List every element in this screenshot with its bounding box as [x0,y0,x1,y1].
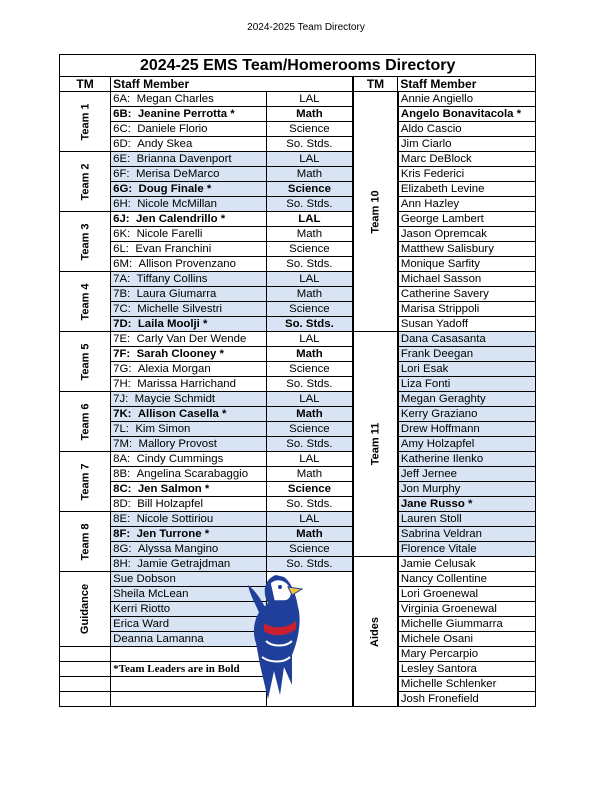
staff-name-cell: Angelo Bonavitacola * [398,107,536,122]
staff-name-cell: Florence Vitale [398,542,536,557]
staff-name: Brianna Davenport [136,153,232,165]
team-label-cell [353,557,398,707]
staff-name-cell: Susan Yadoff [398,317,536,332]
subject-cell: So. Stds. [267,497,353,512]
team-label-cell [60,512,111,572]
guidance-name: Kerri Riotto [111,602,267,617]
homeroom-code: 6B: [113,108,132,120]
homeroom-code: 7J: [113,393,129,405]
staff-name: Bill Holzapfel [137,498,204,510]
homeroom-code: 7D: [113,318,132,330]
team-label: Team 5 [79,342,92,381]
staff-member-cell [111,92,267,107]
staff-name-cell: Frank Deegan [398,347,536,362]
team-label: Team 7 [79,462,92,501]
team-label-cell [60,452,111,512]
staff-name: Nicole Farelli [136,228,203,240]
staff-member-cell [111,272,267,287]
staff-name-cell: Nancy Collentine [398,572,536,587]
homeroom-code: 8H: [113,558,131,570]
staff-name-cell: Lauren Stoll [398,512,536,527]
eagle-mascot-icon [246,571,316,701]
staff-name: Megan Charles [136,93,214,105]
staff-name: Nicole Sottiriou [136,513,214,525]
team-label-cell [60,272,111,332]
homeroom-code: 7M: [113,438,133,450]
subject-cell: LAL [267,392,353,407]
staff-name: Merisa DeMarco [135,168,220,180]
subject-cell: Math [267,227,353,242]
homeroom-code: 6D: [113,138,131,150]
subject-cell: Science [267,242,353,257]
staff-name-cell: Kris Federici [398,167,536,182]
subject-cell: So. Stds. [267,137,353,152]
staff-member-cell [111,257,267,272]
homeroom-code: 8E: [113,513,131,525]
staff-name: Doug Finale * [138,183,212,195]
staff-name-cell: Annie Angiello [398,92,536,107]
staff-name: Laila Moolji * [137,318,208,330]
empty-cell [111,647,267,662]
staff-member-cell [111,452,267,467]
staff-name: Jen Salmon * [137,483,210,495]
subject-cell: Science [267,362,353,377]
staff-name: Andy Skea [137,138,193,150]
homeroom-code: 6L: [113,243,129,255]
staff-name-cell: Katherine Ilenko [398,452,536,467]
subject-cell: So. Stds. [267,437,353,452]
team-label-cell [60,152,111,212]
staff-name-cell: Jim Ciarlo [398,137,536,152]
subject-cell: Science [267,482,353,497]
staff-member-header: Staff Member [111,77,353,92]
staff-name: Daniele Florio [137,123,208,135]
staff-member-cell [111,302,267,317]
subject-cell: Math [267,527,353,542]
staff-name-cell: Mary Percarpio [398,647,536,662]
staff-member-header: Staff Member [398,77,536,92]
staff-member-cell [111,482,267,497]
staff-name-cell: Jeff Jernee [398,467,536,482]
homeroom-code: 7H: [113,378,131,390]
empty-cell [111,677,267,692]
subject-cell: Math [267,467,353,482]
staff-name-cell: Megan Geraghty [398,392,536,407]
team-label-cell [60,392,111,452]
homeroom-code: 6M: [113,258,133,270]
subject-cell: Science [267,422,353,437]
empty-cell [60,692,111,707]
homeroom-code: 7L: [113,423,129,435]
subject-cell: Science [267,182,353,197]
staff-member-cell [111,152,267,167]
staff-member-cell [111,362,267,377]
homeroom-code: 6F: [113,168,130,180]
staff-name: Maycie Schmidt [134,393,216,405]
staff-name: Alexia Morgan [137,363,211,375]
subject-cell: Math [267,287,353,302]
staff-name: Tiffany Collins [136,273,208,285]
subject-cell: LAL [267,92,353,107]
homeroom-code: 8B: [113,468,131,480]
staff-name-cell: Aldo Cascio [398,122,536,137]
homeroom-code: 6C: [113,123,131,135]
team-label: Team 6 [79,402,92,441]
staff-member-cell [111,242,267,257]
homeroom-code: 7E: [113,333,131,345]
team-label: Team 4 [79,282,92,321]
staff-name-cell: Josh Fronefield [398,692,536,707]
homeroom-code: 8A: [113,453,131,465]
subject-cell: So. Stds. [267,317,353,332]
staff-name-cell: Catherine Savery [398,287,536,302]
staff-name: Jen Calendrillo * [135,213,226,225]
staff-name-cell: Kerry Graziano [398,407,536,422]
staff-name: Cindy Cummings [136,453,224,465]
team-label: Team 2 [79,162,92,201]
empty-cell [111,692,267,707]
staff-name-cell: Dana Casasanta [398,332,536,347]
team-leaders-note: *Team Leaders are in Bold [111,662,267,677]
team-label: Team 10 [369,189,382,234]
team-label-cell [60,332,111,392]
staff-name-cell: Jamie Celusak [398,557,536,572]
staff-name: Allison Provenzano [138,258,236,270]
subject-cell: LAL [267,332,353,347]
subject-cell: Science [267,122,353,137]
staff-name-cell: Jane Russo * [398,497,536,512]
staff-member-cell [111,167,267,182]
staff-name-cell: Sabrina Veldran [398,527,536,542]
team-label-cell [60,92,111,152]
staff-name-cell: Marisa Strippoli [398,302,536,317]
directory-title: 2024-25 EMS Team/Homerooms Directory [60,55,536,77]
staff-name-cell: Michelle Giummarra [398,617,536,632]
homeroom-code: 6K: [113,228,131,240]
staff-name: Nicole McMillan [137,198,217,210]
staff-name-cell: Lori Esak [398,362,536,377]
staff-member-cell [111,317,267,332]
homeroom-code: 7K: [113,408,132,420]
homeroom-code: 7B: [113,288,131,300]
team-label: Team 1 [79,102,92,141]
staff-member-cell [111,392,267,407]
tm-header: TM [353,77,398,92]
staff-member-cell [111,107,267,122]
staff-name: Allison Casella * [137,408,227,420]
staff-member-cell [111,422,267,437]
staff-name-cell: Michelle Schlenker [398,677,536,692]
staff-member-cell [111,212,267,227]
team-label: Team 8 [79,522,92,561]
staff-name: Mallory Provost [138,438,217,450]
staff-name: Sarah Clooney * [136,348,224,360]
staff-name-cell: Elizabeth Levine [398,182,536,197]
staff-name-cell: Liza Fonti [398,377,536,392]
staff-name-cell: Lori Groenewal [398,587,536,602]
staff-member-cell [111,182,267,197]
staff-name-cell: Virginia Groenewal [398,602,536,617]
subject-cell: LAL [267,452,353,467]
staff-member-cell [111,227,267,242]
subject-cell: Science [267,302,353,317]
team-label: Guidance [79,583,92,635]
homeroom-code: 8C: [113,483,132,495]
staff-name-cell: George Lambert [398,212,536,227]
staff-name: Jeanine Perrotta * [137,108,235,120]
staff-name-cell: Drew Hoffmann [398,422,536,437]
staff-name: Alyssa Mangino [137,543,219,555]
guidance-label-cell [60,572,111,647]
staff-name: Kim Simon [135,423,191,435]
subject-cell: LAL [267,512,353,527]
staff-name: Carly Van Der Wende [136,333,247,345]
staff-member-cell [111,377,267,392]
staff-member-cell [111,137,267,152]
tm-header: TM [60,77,111,92]
subject-cell: So. Stds. [267,257,353,272]
staff-member-cell [111,437,267,452]
staff-member-cell [111,557,267,572]
homeroom-code: 8F: [113,528,131,540]
staff-member-cell [111,122,267,137]
subject-cell: LAL [267,152,353,167]
staff-name: Laura Giumarra [136,288,217,300]
staff-member-cell [111,497,267,512]
staff-member-cell [111,197,267,212]
staff-name-cell: Michael Sasson [398,272,536,287]
homeroom-code: 7F: [113,348,131,360]
staff-name: Angelina Scarabaggio [136,468,249,480]
staff-name: Evan Franchini [135,243,212,255]
staff-member-cell [111,512,267,527]
subject-cell: Math [267,347,353,362]
subject-cell: LAL [267,212,353,227]
team-label: Aides [369,616,382,647]
subject-cell: Math [267,167,353,182]
staff-member-cell [111,347,267,362]
subject-cell: LAL [267,272,353,287]
staff-member-cell [111,287,267,302]
staff-name-cell: Amy Holzapfel [398,437,536,452]
team-label-cell [353,332,398,557]
staff-name: Michelle Silvestri [137,303,223,315]
subject-cell: So. Stds. [267,377,353,392]
staff-name-cell: Matthew Salisbury [398,242,536,257]
empty-cell [60,647,111,662]
empty-cell [60,677,111,692]
team-label-cell [60,212,111,272]
page-header: 2024-2025 Team Directory [247,22,365,33]
staff-member-cell [111,467,267,482]
staff-member-cell [111,527,267,542]
homeroom-code: 8G: [113,543,132,555]
homeroom-code: 6H: [113,198,131,210]
subject-cell: So. Stds. [267,197,353,212]
guidance-name: Sheila McLean [111,587,267,602]
staff-member-cell [111,332,267,347]
empty-cell [60,662,111,677]
team-label: Team 3 [79,222,92,261]
staff-name-cell: Michele Osani [398,632,536,647]
team-label: Team 11 [369,422,382,466]
staff-name-cell: Jason Opremcak [398,227,536,242]
homeroom-code: 8D: [113,498,131,510]
staff-name-cell: Jon Murphy [398,482,536,497]
staff-name: Jamie Getrajdman [137,558,231,570]
homeroom-code: 7G: [113,363,132,375]
staff-name: Jen Turrone * [136,528,210,540]
guidance-name: Erica Ward [111,617,267,632]
team-label-cell [353,92,398,332]
homeroom-code: 6G: [113,183,133,195]
homeroom-code: 7A: [113,273,131,285]
homeroom-code: 6A: [113,93,131,105]
subject-cell: So. Stds. [267,557,353,572]
subject-cell: Math [267,407,353,422]
homeroom-code: 7C: [113,303,131,315]
staff-member-cell [111,407,267,422]
staff-member-cell [111,542,267,557]
subject-cell: Math [267,107,353,122]
staff-name-cell: Lesley Santora [398,662,536,677]
staff-name-cell: Marc DeBlock [398,152,536,167]
subject-cell: Science [267,542,353,557]
guidance-name: Deanna Lamanna [111,632,267,647]
staff-name-cell: Ann Hazley [398,197,536,212]
homeroom-code: 6J: [113,213,130,225]
homeroom-code: 6E: [113,153,131,165]
guidance-name: Sue Dobson [111,572,267,587]
staff-name-cell: Monique Sarfity [398,257,536,272]
staff-name: Marissa Harrichand [137,378,236,390]
